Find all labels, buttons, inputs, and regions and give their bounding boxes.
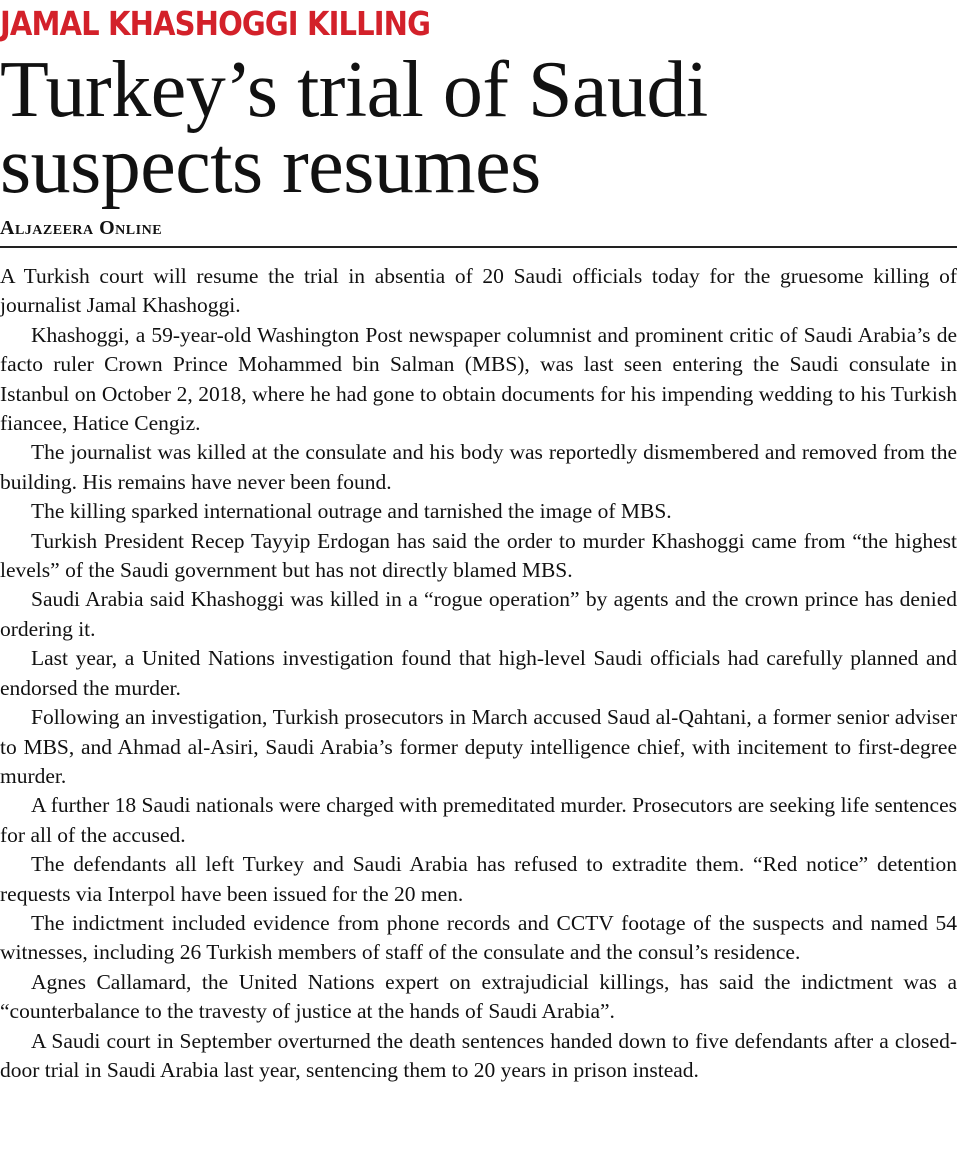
- paragraph: A Saudi court in September overturned the death sentences handed down to five defendants after a closed-door trial in Saudi Arabia last year, sentencing them to 20 years in prison instead.: [0, 1028, 957, 1082]
- paragraph: A Turkish court will resume the trial in absentia of 20 Saudi officials today for the gruesome killing of journalist Jamal Khashoggi.: [0, 264, 957, 318]
- article-body: [0, 262, 957, 1085]
- paragraph: The killing sparked international outrage and tarnished the image of MBS.: [31, 499, 672, 524]
- paragraph: The journalist was killed at the consulate and his body was reportedly dismembered and removed from the building. His remains have never been found.: [0, 440, 957, 494]
- paragraph: The indictment included evidence from phone records and CCTV footage of the suspects and named 54 witnesses, including 26 Turkish members of staff of the consulate and the consul’s residence.: [0, 910, 957, 965]
- paragraph: The defendants all left Turkey and Saudi Arabia has refused to extradite them. “Red notice” detention requests via Interpol have been issued for the 20 men.: [0, 852, 957, 906]
- paragraph: Last year, a United Nations investigation found that high-level Saudi officials had carefully planned and endorsed the murder.: [0, 646, 957, 700]
- paragraph: Turkish President Recep Tayyip Erdogan has said the order to murder Khashoggi came from “the highest levels” of the Saudi government but has not directly blamed MBS.: [0, 528, 957, 583]
- paragraph: Khashoggi, a 59-year-old Washington Post newspaper columnist and prominent critic of Saudi Arabia’s de facto ruler Crown Prince Mohammed bin Salman (MBS), was last seen entering the Saudi consulate in Istanbul on October 2, 2018, where he had gone to obtain documents for his impending wedding to his Turkish fiancee, Hatice Cengiz.: [0, 322, 957, 436]
- paragraph: Following an investigation, Turkish prosecutors in March accused Saud al-Qahtani, a former senior adviser to MBS, and Ahmad al-Asiri, Saudi Arabia’s former deputy intelligence chief, with incitement to first-degree murder.: [0, 705, 957, 788]
- paragraph: Agnes Callamard, the United Nations expert on extrajudicial killings, has said the indictment was a “counterbalance to the travesty of justice at the hands of Saudi Arabia”.: [0, 969, 957, 1024]
- paragraph: A further 18 Saudi nationals were charged with premeditated murder. Prosecutors are seeking life sentences for all of the accused.: [0, 793, 957, 847]
- headline: Turkey’s trial of Saudi suspects resumes: [0, 46, 708, 210]
- section-kicker: JAMAL KHASHOGGI KILLING: [0, 4, 431, 43]
- byline-divider: [0, 246, 957, 248]
- byline: Aljazeera Online: [0, 217, 163, 239]
- paragraph: Saudi Arabia said Khashoggi was killed in a “rogue operation” by agents and the crown prince has denied ordering it.: [0, 587, 957, 641]
